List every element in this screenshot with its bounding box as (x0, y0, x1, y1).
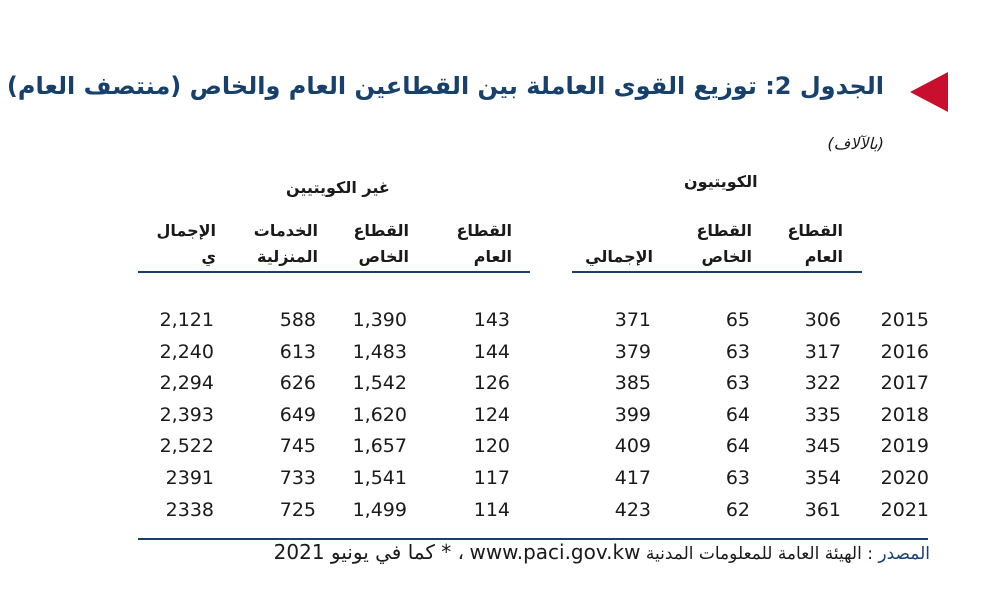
table-cell-nk-total: 2,522 (159, 435, 214, 458)
red-triangle-marker (910, 72, 948, 112)
table-cell-nk-total: 2338 (165, 498, 214, 521)
column-header-line (585, 218, 653, 244)
table-cell-nk-total: 2,294 (159, 372, 214, 395)
table-cell-k-total: 385 (614, 372, 651, 395)
column-header-line: الإجمالي (585, 247, 653, 266)
row-year: 2015 (880, 309, 929, 331)
row-year: 2021 (880, 498, 929, 521)
table-cell-k-total: 371 (614, 309, 651, 331)
source-label: المصدر (878, 544, 930, 564)
table-cell-k-public: 306 (804, 309, 841, 331)
table-cell-k-private: 62 (725, 498, 750, 521)
table-cell-nk-domestic: 745 (279, 435, 316, 458)
table-cell-nk-total: 2391 (165, 467, 214, 489)
unit-note: (بالآلاف) (827, 134, 884, 153)
row-year: 2019 (880, 435, 929, 458)
table-cell-nk-total: 2,393 (159, 403, 214, 426)
source-url[interactable]: www.paci.gov.kw (469, 540, 641, 564)
table-cell-k-public: 335 (804, 403, 841, 426)
column-header-line: ي (201, 247, 216, 266)
row-year: 2017 (880, 372, 929, 395)
column-header-line: المنزلية (257, 247, 318, 266)
table-cell-k-private: 64 (725, 403, 750, 426)
table-cell-nk-private: 1,390 (352, 309, 407, 331)
table-title: الجدول 2: توزيع القوى العاملة بين القطاعين العام والخاص (منتصف العام) (6, 72, 884, 100)
table-cell-k-private: 63 (725, 340, 750, 363)
group-header-non-kuwaiti: غير الكويتيين (286, 178, 390, 197)
table-cell-nk-domestic: 733 (279, 467, 316, 489)
column-header-line: الخاص (701, 247, 752, 266)
table-cell-k-total: 409 (614, 435, 651, 458)
table-cell-k-private: 63 (725, 467, 750, 489)
source-text: : الهيئة العامة للمعلومات المدنية (645, 544, 873, 564)
table-cell-k-public: 361 (804, 498, 841, 521)
table-cell-nk-public: 143 (473, 309, 510, 331)
table-cell-k-total: 417 (614, 467, 651, 489)
table-cell-nk-domestic: 626 (279, 372, 316, 395)
table-cell-nk-public: 117 (473, 467, 510, 489)
column-header-line: العام (804, 247, 843, 266)
table-cell-nk-private: 1,483 (352, 340, 407, 363)
kuwaiti-header-rule (572, 271, 862, 273)
table-cell-k-total: 423 (614, 498, 651, 521)
non-kuwaiti-header-rule (138, 271, 530, 273)
table-cell-k-total: 399 (614, 403, 651, 426)
column-header-nk-public (456, 218, 512, 270)
column-header-k-private (696, 218, 752, 270)
column-header-line: القطاع (787, 221, 843, 240)
column-header-line: العام (473, 247, 512, 266)
table-cell-nk-private: 1,657 (352, 435, 407, 458)
table-cell-k-total: 379 (614, 340, 651, 363)
table-cell-k-public: 322 (804, 372, 841, 395)
table-cell-nk-private: 1,542 (352, 372, 407, 395)
table-cell-nk-total: 2,121 (159, 309, 214, 331)
table-cell-nk-private: 1,541 (352, 467, 407, 489)
source-line (274, 540, 930, 564)
column-header-line: القطاع (696, 221, 752, 240)
column-header-line: الخاص (358, 247, 409, 266)
group-header-kuwaiti: الكويتيون (684, 172, 758, 191)
table-cell-nk-domestic: 613 (279, 340, 316, 363)
row-year: 2016 (880, 340, 929, 363)
table-cell-k-public: 317 (804, 340, 841, 363)
column-header-line: الإجمال (156, 221, 216, 240)
table-cell-nk-total: 2,240 (159, 340, 214, 363)
column-header-line: القطاع (456, 221, 512, 240)
column-header-line: الخدمات (253, 221, 318, 240)
source-note: ، * كما في يونيو 2021 (273, 540, 465, 564)
table-cell-nk-public: 114 (473, 498, 510, 521)
table-cell-nk-domestic: 649 (279, 403, 316, 426)
row-year: 2018 (880, 403, 929, 426)
table-cell-nk-public: 144 (473, 340, 510, 363)
table-cell-nk-public: 124 (473, 403, 510, 426)
table-cell-nk-domestic: 588 (279, 309, 316, 331)
table-cell-k-private: 65 (725, 309, 750, 331)
table-cell-nk-private: 1,620 (352, 403, 407, 426)
column-header-k-public (787, 218, 843, 270)
table-cell-k-public: 345 (804, 435, 841, 458)
table-cell-nk-domestic: 725 (279, 498, 316, 521)
column-header-nk-domestic (254, 218, 318, 270)
column-header-line: القطاع (353, 221, 409, 240)
table-cell-nk-public: 126 (473, 372, 510, 395)
table-cell-k-public: 354 (804, 467, 841, 489)
table-cell-nk-private: 1,499 (352, 498, 407, 521)
table-cell-k-private: 64 (725, 435, 750, 458)
column-header-nk-private (353, 218, 409, 270)
table-cell-nk-public: 120 (473, 435, 510, 458)
table-cell-k-private: 63 (725, 372, 750, 395)
column-header-nk-total (156, 218, 216, 270)
column-header-k-total (585, 218, 653, 270)
row-year: 2020 (880, 467, 929, 489)
